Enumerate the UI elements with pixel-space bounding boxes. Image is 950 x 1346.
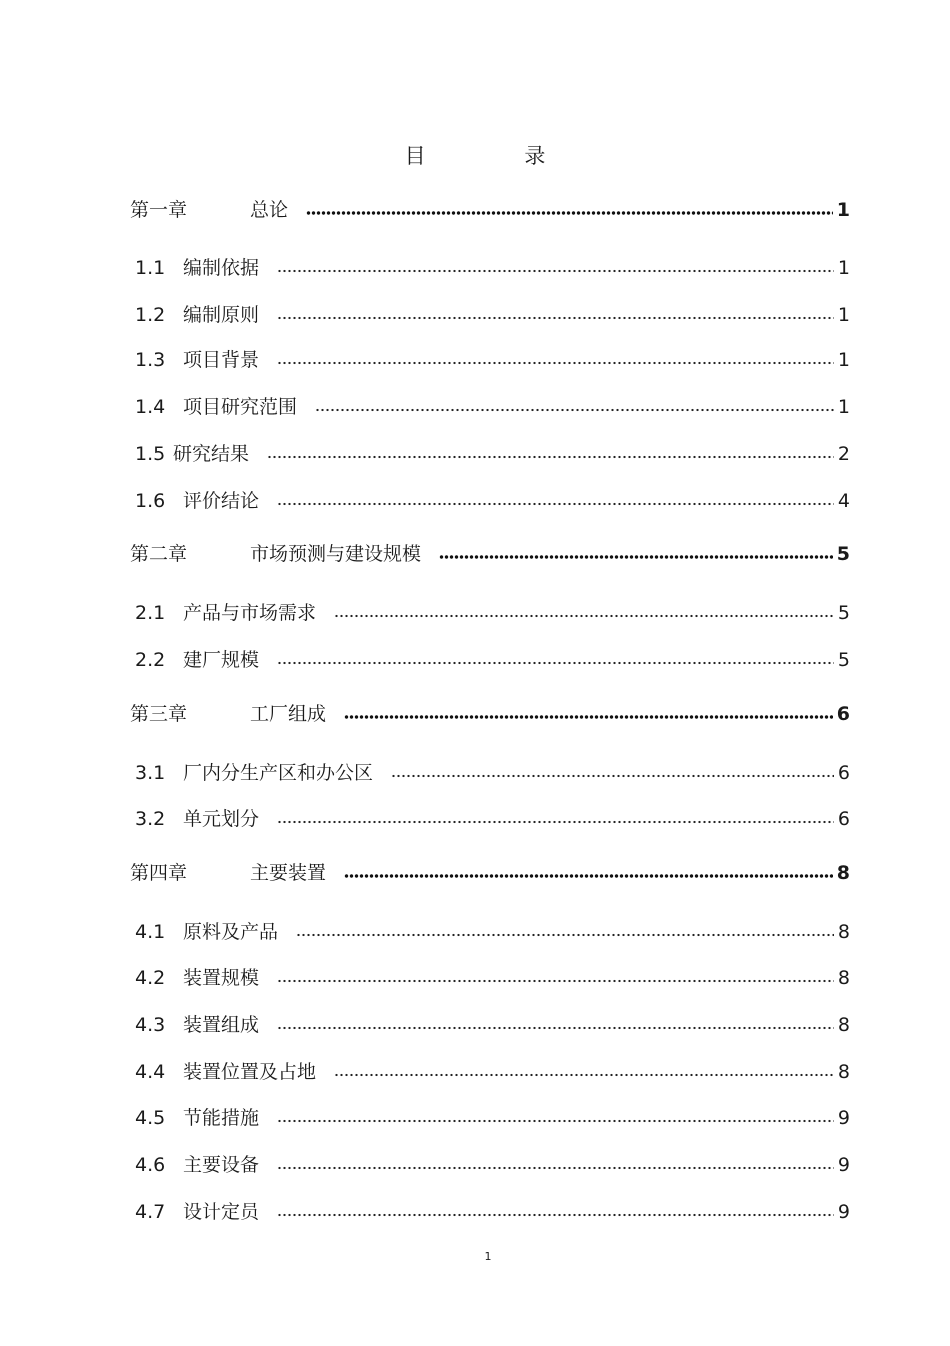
dot-leader (439, 554, 833, 560)
dot-leader (315, 407, 834, 413)
toc-entry-label: 主要设备 (183, 1154, 260, 1176)
toc-entry-chapter-2[interactable] (130, 540, 850, 568)
toc-entry-label: 总论 (250, 199, 289, 221)
toc-entry-number: 4.1 (135, 921, 166, 943)
toc-entry-label: 原料及产品 (183, 921, 279, 943)
toc-entry-page: 8 (837, 1061, 850, 1083)
toc-entry-page: 9 (837, 1201, 850, 1223)
toc-entry-label: 编制原则 (183, 304, 260, 326)
toc-entry-1-6[interactable] (135, 487, 850, 515)
toc-entry-chapter-4[interactable] (130, 859, 850, 887)
toc-entry-page: 8 (837, 921, 850, 943)
dot-leader (344, 873, 833, 879)
toc-entry-number: 第一章 (130, 199, 188, 221)
toc-entry-label: 工厂组成 (250, 703, 327, 725)
toc-entry-4-7[interactable] (135, 1198, 850, 1226)
dot-leader (277, 501, 834, 507)
dot-leader (296, 932, 834, 938)
toc-entry-1-4[interactable] (135, 393, 850, 421)
toc-entry-page: 4 (837, 490, 850, 512)
toc-entry-3-2[interactable] (135, 805, 850, 833)
dot-leader (277, 360, 834, 366)
toc-entry-number: 2.2 (135, 649, 166, 671)
toc-entry-page: 2 (837, 443, 850, 465)
toc-entry-3-1[interactable] (135, 759, 850, 787)
toc-entry-4-4[interactable] (135, 1058, 850, 1086)
toc-entry-number: 4.2 (135, 967, 166, 989)
toc-entry-number: 1.6 (135, 490, 166, 512)
toc-entry-label: 建厂规模 (183, 649, 260, 671)
toc-entry-2-2[interactable] (135, 646, 850, 674)
page-number: 1 (484, 1250, 492, 1263)
toc-title: 目 录 (404, 144, 592, 168)
toc-entry-number: 4.7 (135, 1201, 166, 1223)
toc-entry-2-1[interactable] (135, 599, 850, 627)
dot-leader (344, 714, 833, 720)
toc-entry-label: 项目背景 (183, 349, 260, 371)
toc-entry-page: 5 (837, 649, 850, 671)
toc-entry-label: 设计定员 (183, 1201, 260, 1223)
toc-entry-page: 9 (837, 1154, 850, 1176)
dot-leader (391, 773, 834, 779)
toc-entry-label: 装置规模 (183, 967, 260, 989)
dot-leader (277, 819, 834, 825)
toc-entry-label: 产品与市场需求 (183, 602, 317, 624)
toc-entry-label: 节能措施 (183, 1107, 260, 1129)
toc-entry-page: 1 (837, 257, 850, 279)
toc-entry-page: 6 (836, 703, 850, 725)
toc-entry-4-1[interactable] (135, 918, 850, 946)
toc-entry-number: 4.3 (135, 1014, 166, 1036)
dot-leader (334, 613, 834, 619)
toc-entry-chapter-1[interactable] (130, 196, 850, 224)
toc-entry-chapter-3[interactable] (130, 700, 850, 728)
dot-leader (277, 1212, 834, 1218)
dot-leader (277, 978, 834, 984)
dot-leader (277, 1118, 834, 1124)
toc-entry-label: 主要装置 (250, 862, 327, 884)
toc-entry-label: 评价结论 (183, 490, 260, 512)
toc-entry-number: 3.2 (135, 808, 166, 830)
toc-entry-number: 1.5 (135, 443, 166, 465)
toc-entry-label: 装置组成 (183, 1014, 260, 1036)
toc-entry-page: 6 (837, 762, 850, 784)
dot-leader (277, 1025, 834, 1031)
toc-entry-page: 6 (837, 808, 850, 830)
dot-leader (277, 1165, 834, 1171)
toc-entry-1-2[interactable] (135, 301, 850, 329)
toc-entry-number: 1.3 (135, 349, 166, 371)
toc-entry-page: 1 (837, 396, 850, 418)
toc-entry-number: 1.4 (135, 396, 166, 418)
toc-entry-number: 4.5 (135, 1107, 166, 1129)
toc-entry-label: 装置位置及占地 (183, 1061, 317, 1083)
toc-entry-label: 研究结果 (173, 443, 250, 465)
toc-entry-number: 1.1 (135, 257, 166, 279)
toc-entry-4-2[interactable] (135, 964, 850, 992)
dot-leader (277, 315, 834, 321)
toc-entry-4-6[interactable] (135, 1151, 850, 1179)
toc-entry-1-1[interactable] (135, 254, 850, 282)
toc-entry-4-5[interactable] (135, 1104, 850, 1132)
toc-entry-page: 8 (836, 862, 850, 884)
toc-entry-label: 编制依据 (183, 257, 260, 279)
toc-entry-number: 第三章 (130, 703, 188, 725)
toc-entry-page: 1 (837, 349, 850, 371)
toc-entry-page: 9 (837, 1107, 850, 1129)
toc-entry-number: 第二章 (130, 543, 188, 565)
toc-entry-4-3[interactable] (135, 1011, 850, 1039)
dot-leader (277, 268, 834, 274)
toc-entry-number: 1.2 (135, 304, 166, 326)
dot-leader (334, 1072, 834, 1078)
toc-entry-page: 5 (836, 543, 850, 565)
toc-entry-page: 8 (837, 1014, 850, 1036)
toc-entry-page: 5 (837, 602, 850, 624)
toc-entry-number: 2.1 (135, 602, 166, 624)
toc-entry-page: 1 (837, 304, 850, 326)
toc-entry-page: 8 (837, 967, 850, 989)
toc-entry-number: 4.6 (135, 1154, 166, 1176)
toc-entry-1-3[interactable] (135, 346, 850, 374)
toc-entry-1-5[interactable] (135, 440, 850, 468)
dot-leader (277, 660, 834, 666)
dot-leader (306, 210, 833, 216)
toc-entry-label: 单元划分 (183, 808, 260, 830)
toc-entry-number: 3.1 (135, 762, 166, 784)
toc-entry-page: 1 (836, 199, 850, 221)
toc-entry-label: 项目研究范围 (183, 396, 298, 418)
dot-leader (267, 454, 834, 460)
toc-entry-label: 市场预测与建设规模 (250, 543, 422, 565)
toc-entry-label: 厂内分生产区和办公区 (183, 762, 374, 784)
toc-entry-number: 4.4 (135, 1061, 166, 1083)
toc-entry-number: 第四章 (130, 862, 188, 884)
